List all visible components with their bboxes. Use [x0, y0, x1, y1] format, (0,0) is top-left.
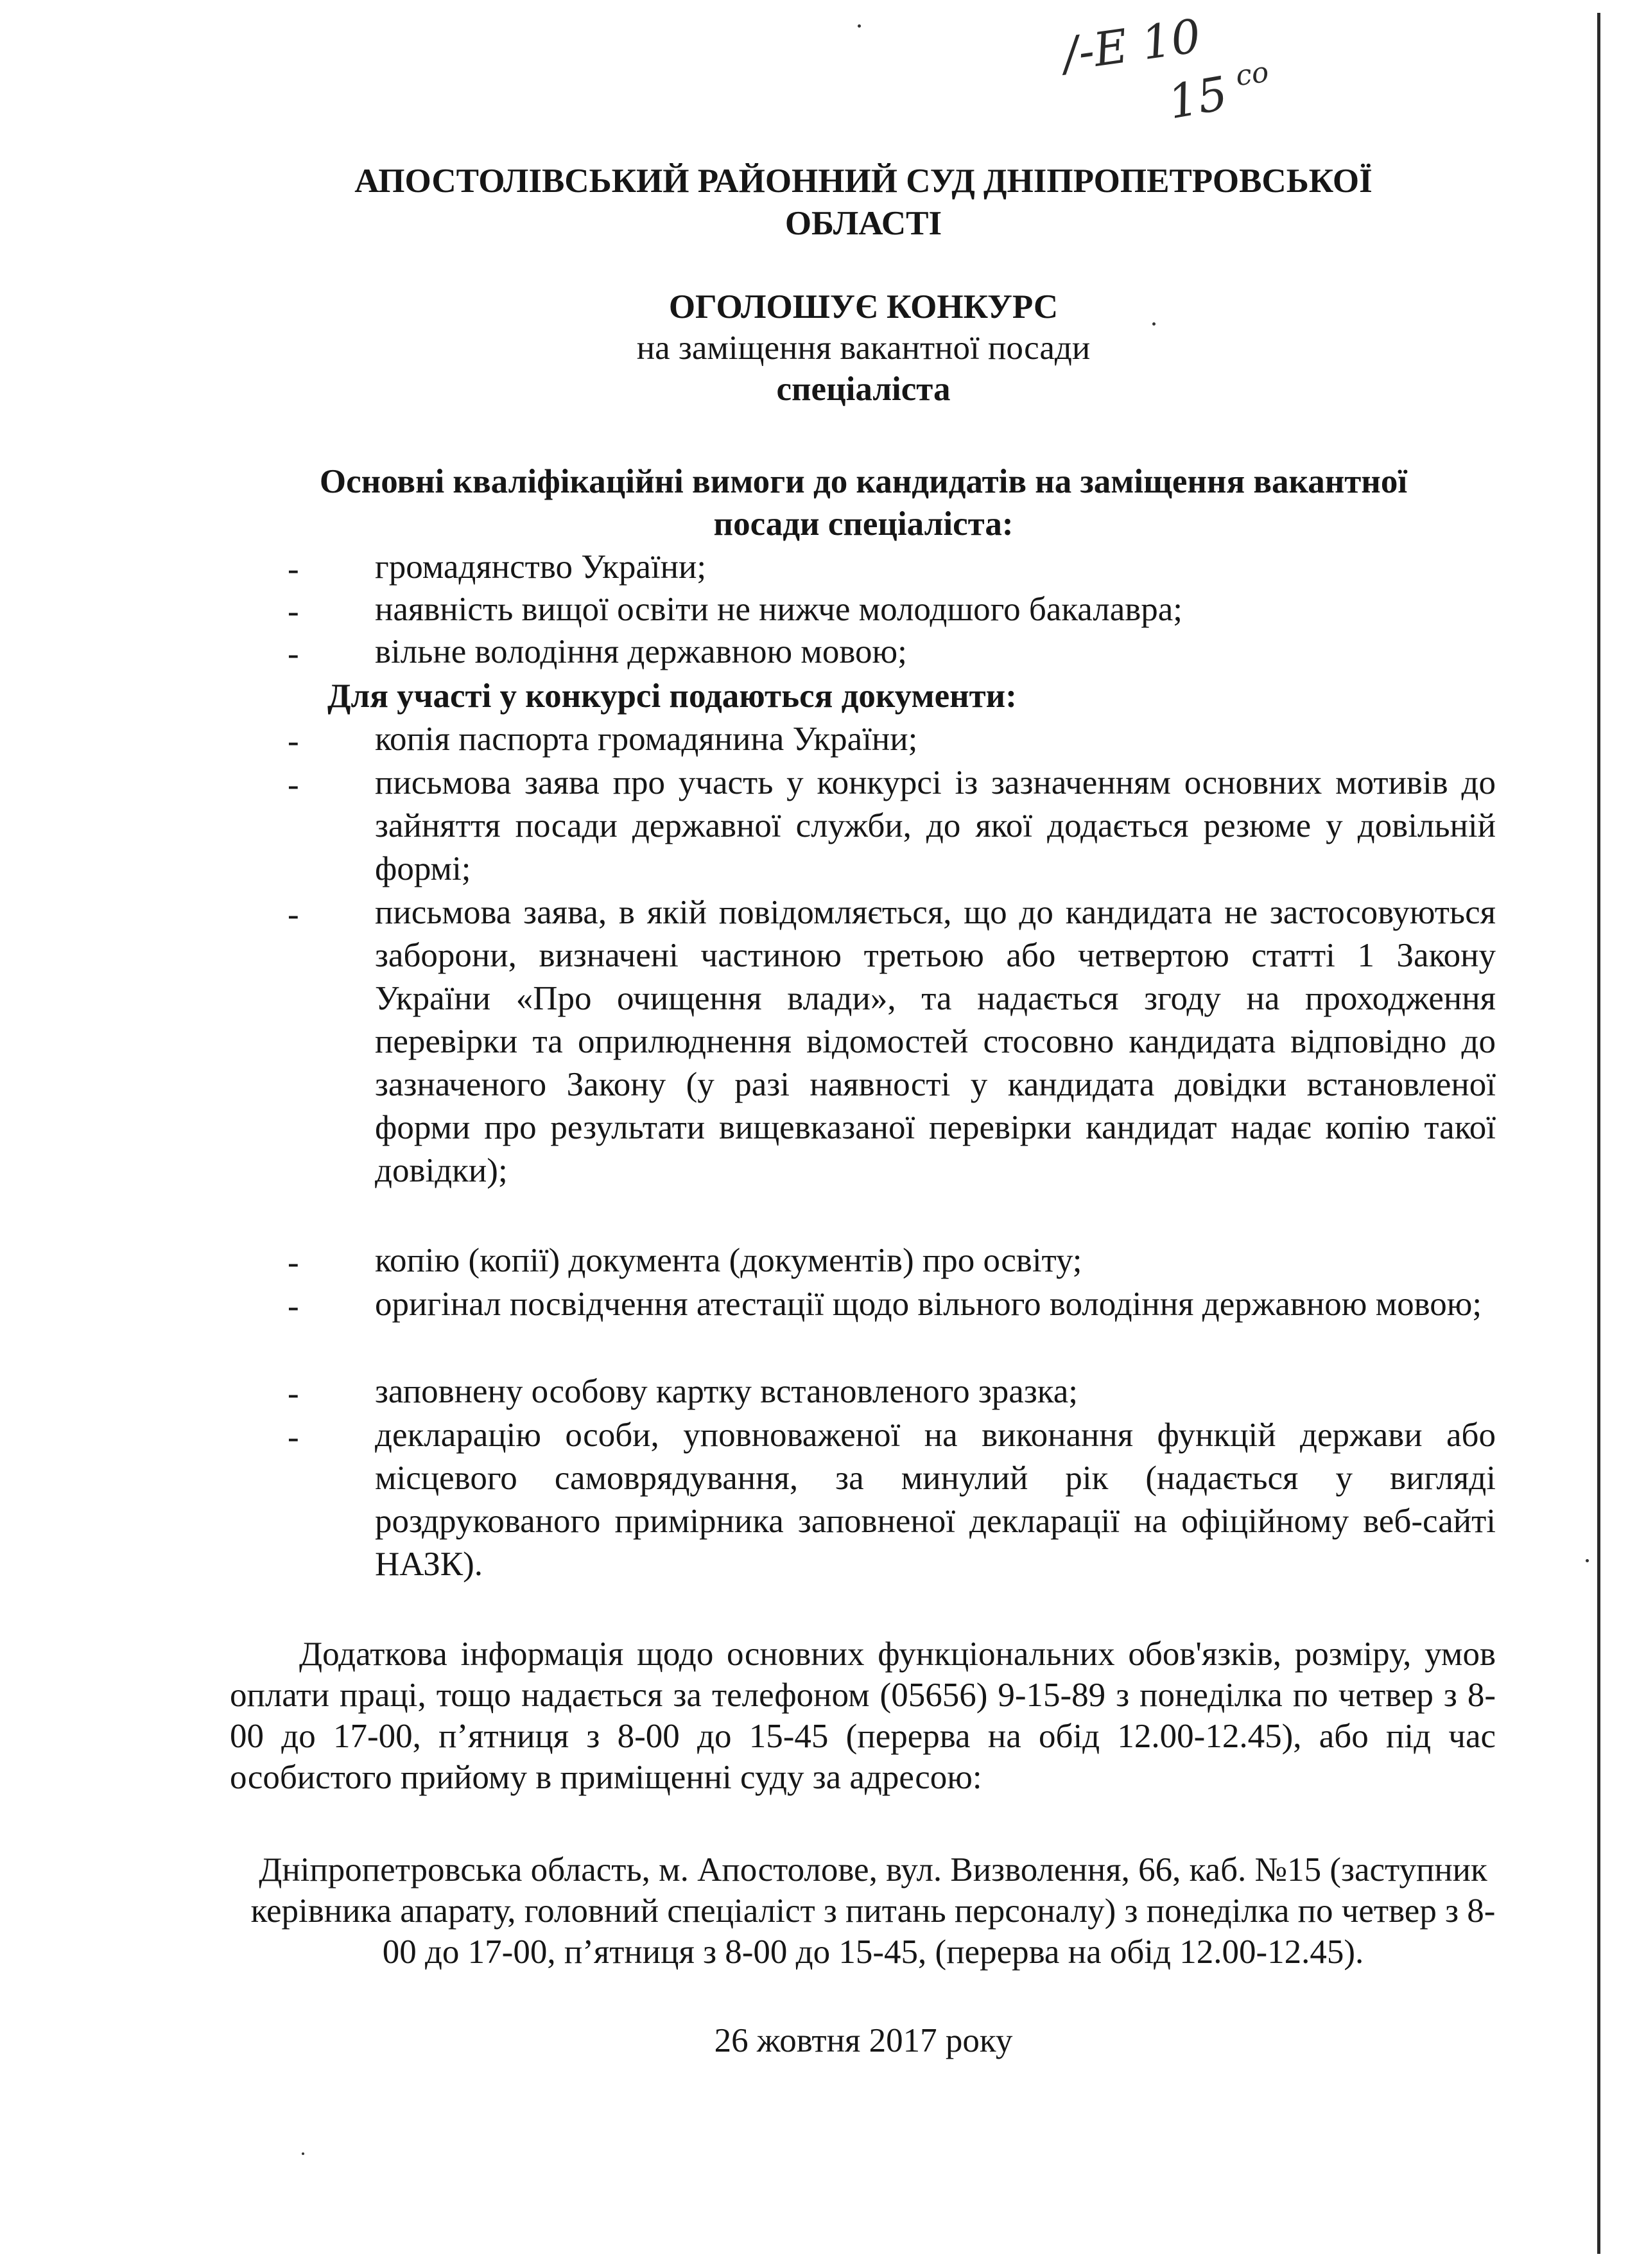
scan-edge-line [1597, 13, 1600, 2254]
document-item: заповнену особову картку встановленого зразка; [375, 1373, 1078, 1410]
address-paragraph: Дніпропетровська область, м. Апостолове, вул. Визволення, 66, каб. №15 (заступник керівника апарату, головний спеціаліст з питань персоналу) з понеділка по четвер з 8-00 до 17-00, п’ятниця з 8-00 до 15-45, (перерва на обід 12.00-12.45). [250, 1851, 1496, 1971]
list-bullet: - [288, 766, 299, 803]
handwritten-mark: со [1233, 55, 1271, 93]
announcement-subtitle: на заміщення вакантної посади [636, 329, 1091, 367]
list-bullet: - [288, 1287, 299, 1325]
list-bullet: - [288, 1244, 299, 1281]
documents-heading: Для участі у конкурсі подаються документи: [327, 677, 1017, 715]
list-bullet: - [288, 635, 299, 672]
list-bullet: - [288, 1418, 299, 1456]
list-bullet: - [288, 1375, 299, 1412]
handwritten-mark: /-E 10 [1059, 8, 1204, 82]
list-bullet: - [288, 722, 299, 760]
requirement-item: вільне володіння державною мовою; [375, 633, 907, 670]
document-item: оригінал посвідчення атестації щодо вільного володіння державною мовою; [375, 1286, 1482, 1323]
additional-info-paragraph: Додаткова інформація щодо основних функціональних обов'язків, розміру, умов оплати праці, тощо надається за телефоном (05656) 9-15-89 з понеділка по четвер з 8-00 до 17-00, п’ятниця з 8-00 до 15-45 (перерва на обід 12.00-12.45), або під час особистого прийому в приміщенні суду за адресою: [230, 1636, 1496, 1796]
requirements-heading-line-2: посади спеціаліста: [713, 505, 1014, 543]
document-item: декларацію особи, уповноваженої на виконання функцій держави або місцевого самоврядування, за минулий рік (надається у вигляді роздрукованого примірника заповненої декларації на офіційному веб-сайті НАЗК). [375, 1417, 1496, 1583]
document-date: 26 жовтня 2017 року [714, 2022, 1013, 2059]
document-item: письмова заява про участь у конкурсі із зазначенням основних мотивів до зайняття посади державної служби, до якої додається резюме у довільній формі; [375, 764, 1496, 887]
scan-speck [302, 2152, 304, 2155]
scan-speck [858, 24, 861, 28]
list-bullet: - [288, 896, 299, 933]
court-name-line-1: АПОСТОЛІВСЬКИЙ РАЙОННИЙ СУД ДНІПРОПЕТРОВСЬКОЇ [354, 162, 1373, 200]
requirement-item: громадянство України; [375, 548, 707, 586]
requirement-item: наявність вищої освіти не нижче молодшого бакалавра; [375, 591, 1182, 628]
announcement-title: ОГОЛОШУЄ КОНКУРС [668, 288, 1059, 326]
list-bullet: - [288, 593, 299, 630]
handwritten-mark: 15 [1164, 65, 1232, 130]
document-item: копія паспорта громадянина України; [375, 720, 918, 758]
list-bullet: - [288, 550, 299, 588]
scan-speck [1586, 1559, 1589, 1562]
position-title: спеціаліста [776, 371, 951, 408]
requirements-heading-line-1: Основні кваліфікаційні вимоги до кандидатів на заміщення вакантної [319, 463, 1408, 500]
court-name-line-2: ОБЛАСТІ [784, 205, 942, 242]
document-item: письмова заява, в якій повідомляється, що до кандидата не застосовуються заборони, визначені частиною третьою або четвертою статті 1 Закону України «Про очищення влади», та надається згоду на проходження перевірки та оприлюднення відомостей стосовно кандидата відповідно до зазначеного Закону (у разі наявності у кандидата довідки встановленої форми про результати вищевказаної перевірки кандидат надає копію такої довідки); [375, 894, 1496, 1189]
document-item: копію (копії) документа (документів) про освіту; [375, 1242, 1082, 1279]
